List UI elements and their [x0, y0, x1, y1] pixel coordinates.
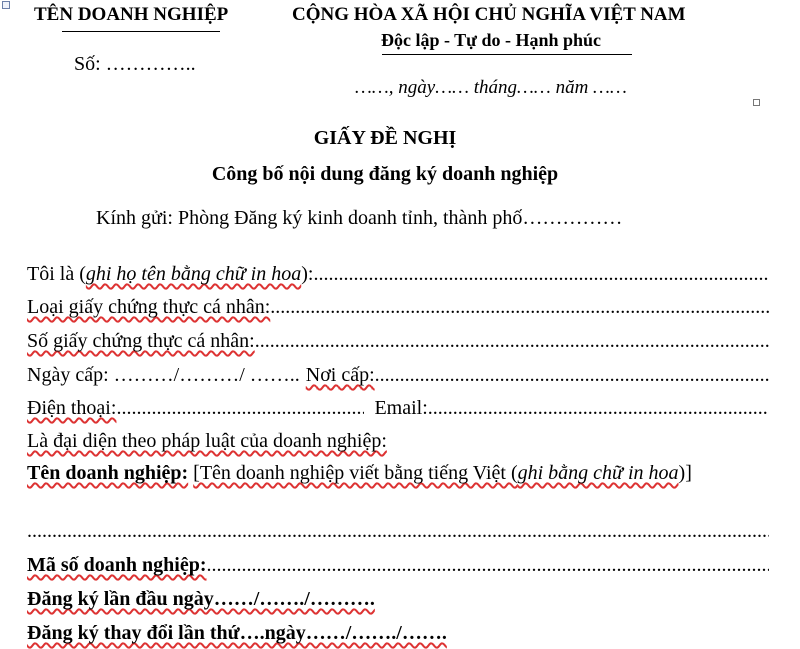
id-number-blank[interactable] — [255, 330, 769, 353]
first-registration-field[interactable] — [27, 588, 769, 611]
company-name-label: Tên doanh nghiệp: — [27, 462, 189, 484]
company-name-field[interactable] — [27, 461, 769, 486]
tax-code-field[interactable] — [27, 554, 769, 577]
company-underline — [62, 31, 220, 32]
tax-code-label: Mã số doanh nghiệp: — [27, 554, 207, 576]
issue-place-blank[interactable] — [375, 364, 769, 387]
phone-blank[interactable] — [116, 397, 364, 420]
company-name-blank[interactable] — [27, 520, 769, 543]
tax-code-blank[interactable] — [207, 554, 770, 577]
company-name-extra-blank[interactable] — [27, 520, 769, 543]
representative-label: Là đại diện theo pháp luật của doanh nghiệp: — [27, 430, 387, 452]
date-line: ……, ngày…… tháng…… năm …… — [355, 77, 627, 98]
table-move-handle-icon[interactable] — [2, 1, 10, 9]
issue-place-label: Nơi cấp: — [305, 364, 375, 386]
id-number-field[interactable] — [27, 330, 769, 353]
phone-label: Điện thoại: — [27, 397, 117, 419]
issue-date-field[interactable] — [27, 364, 769, 387]
motto-underline — [382, 54, 632, 55]
id-type-blank[interactable] — [270, 296, 769, 319]
representative-line — [27, 430, 769, 453]
company-name-placeholder: [Tên doanh nghiệp viết bằng tiếng Việt (ghi bằng chữ in hoa)] — [193, 462, 692, 484]
contact-field[interactable] — [27, 397, 769, 420]
company-name-heading: TÊN DOANH NGHIỆP — [34, 4, 229, 25]
first-registration-label: Đăng ký lần đầu ngày……/……./………. — [27, 588, 375, 610]
email-label: Email: — [374, 397, 428, 419]
email-blank[interactable] — [428, 397, 769, 420]
id-type-field[interactable] — [27, 296, 769, 319]
document-number: Số: ………….. — [74, 53, 196, 75]
change-registration-label: Đăng ký thay đổi lần thứ….ngày……/……./……. — [27, 622, 447, 644]
paragraph-mark-icon — [753, 99, 760, 106]
national-motto: Độc lập - Tự do - Hạnh phúc — [381, 30, 602, 50]
full-name-blank[interactable] — [313, 263, 769, 286]
full-name-field[interactable] — [27, 263, 769, 286]
document-subtitle: Công bố nội dung đăng ký doanh nghiệp — [211, 163, 559, 185]
issue-date-label: Ngày cấp: ………/………/ …….. — [27, 364, 300, 386]
full-name-label: Tôi là (ghi họ tên bằng chữ in hoa): — [27, 263, 314, 285]
id-type-label: Loại giấy chứng thực cá nhân: — [27, 296, 271, 318]
change-registration-field[interactable] — [27, 622, 769, 645]
document-title: GIẤY ĐỀ NGHỊ — [313, 127, 457, 149]
recipient-line: Kính gửi: Phòng Đăng ký kinh doanh tỉnh, thành phố…………… — [96, 207, 623, 229]
id-number-label: Số giấy chứng thực cá nhân: — [27, 330, 255, 352]
nation-heading: CỘNG HÒA XÃ HỘI CHỦ NGHĨA VIỆT NAM — [292, 4, 686, 25]
